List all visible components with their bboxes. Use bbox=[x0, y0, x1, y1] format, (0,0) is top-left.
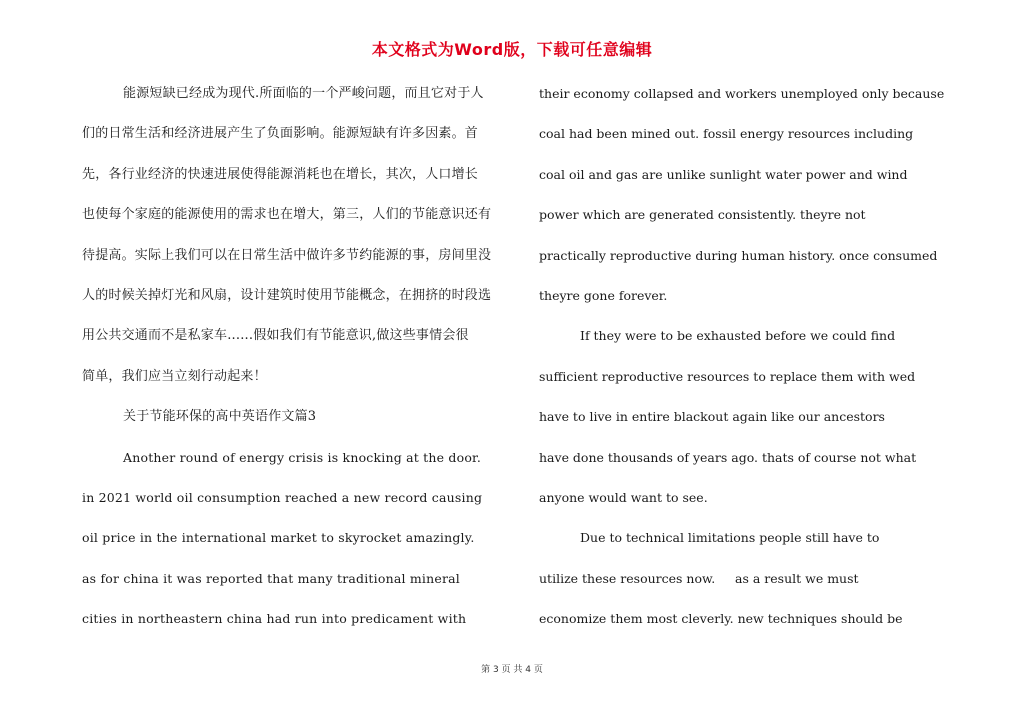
paragraph-line: 人的时候关掉灯光和风扇，设计建筑时使用节能概念，在拥挤的时段选 bbox=[82, 287, 492, 303]
paragraph-line: theyre gone forever. bbox=[539, 287, 668, 303]
paragraph-line: 能源短缺已经成为现代.所面临的一个严峻问题，而且它对于人 bbox=[123, 86, 484, 101]
page-number: 第 3 页 共 4 页 bbox=[481, 665, 543, 675]
paragraph-line: 们的日常生活和经济进展产生了负面影响。能源短缺有许多因素。首 bbox=[82, 126, 479, 142]
document-banner: 本文格式为Word版，下载可任意编辑 bbox=[371, 40, 653, 59]
paragraph-line: 先，各行业经济的快速进展使得能源消耗也在增长，其次，人口增长 bbox=[82, 166, 479, 182]
paragraph-line: anyone would want to see. bbox=[539, 489, 708, 505]
section-heading: 关于节能环保的高中英语作文篇3 bbox=[123, 409, 317, 425]
paragraph-line: coal oil and gas are unlike sunlight water power and wind bbox=[539, 166, 908, 182]
paragraph-line: power which are generated consistently. theyre not bbox=[539, 207, 866, 223]
paragraph-line: in 2021 world oil consumption reached a new record causing bbox=[82, 489, 483, 505]
paragraph-line: utilize these resources now. as a result we must bbox=[539, 570, 859, 586]
paragraph-line: sufficient reproductive resources to replace them with wed bbox=[539, 368, 916, 384]
paragraph-line: Due to technical limitations people still have to bbox=[580, 530, 880, 546]
paragraph-line: If they were to be exhausted before we could find bbox=[580, 328, 896, 344]
paragraph-line: have to live in entire blackout again like our ancestors bbox=[539, 409, 885, 425]
paragraph-line: economize them most cleverly. new techniques should be bbox=[539, 611, 903, 627]
paragraph-line: their economy collapsed and workers unemployed only because bbox=[539, 86, 945, 101]
right-column bbox=[539, 82, 959, 647]
paragraph-line: 用公共交通而不是私家车......假如我们有节能意识,做这些事情会很 bbox=[82, 328, 469, 344]
paragraph-line: as for china it was reported that many traditional mineral bbox=[82, 570, 460, 586]
paragraph-line: 简单，我们应当立刻行动起来！ bbox=[82, 368, 267, 384]
paragraph-line: coal had been mined out. fossil energy resources including bbox=[539, 126, 914, 142]
paragraph-line: 待提高。实际上我们可以在日常生活中做许多节约能源的事，房间里没 bbox=[82, 247, 492, 263]
left-column bbox=[82, 82, 502, 647]
paragraph-line: have done thousands of years ago. thats of course not what bbox=[539, 449, 917, 465]
paragraph-line: Another round of energy crisis is knocking at the door. bbox=[123, 449, 482, 465]
paragraph-line: oil price in the international market to skyrocket amazingly. bbox=[82, 530, 475, 546]
paragraph-line: 也使每个家庭的能源使用的需求也在增大，第三，人们的节能意识还有 bbox=[82, 207, 492, 223]
paragraph-line: cities in northeastern china had run into predicament with bbox=[82, 611, 467, 627]
paragraph-line: practically reproductive during human history. once consumed bbox=[539, 247, 938, 263]
